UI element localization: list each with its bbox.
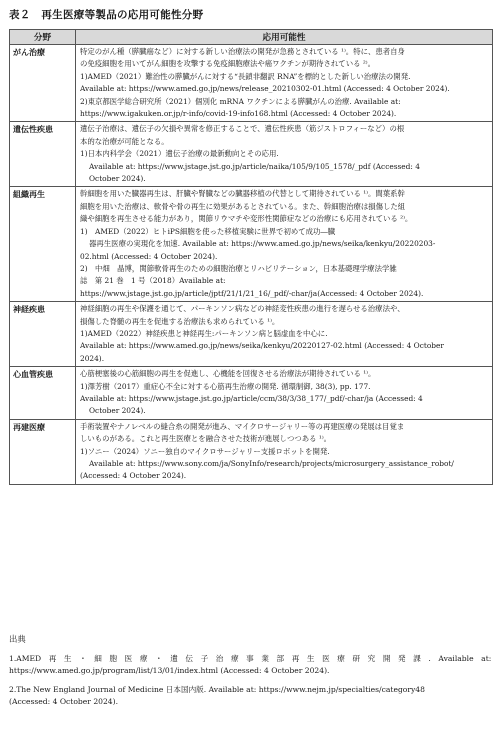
sources-section <box>9 633 492 715</box>
sources-heading: 出典 <box>9 634 26 644</box>
possibility-cell <box>76 187 493 302</box>
possibility-line: 特定のがん種（膵臓癌など）に対する新しい治療法の開発が急務とされている ¹⁾。特に、患者自身 <box>80 47 405 56</box>
table-row <box>10 367 493 420</box>
possibility-line: 手術装置やナノレベルの縫合糸の開発が進み、マイクロサージャリー等の再建医療の発展は目覚ま <box>80 421 405 431</box>
header-possibility: 応用可能性 <box>76 30 493 45</box>
header-field: 分野 <box>10 30 76 45</box>
category-cell: 遺伝性疾患 <box>10 122 76 187</box>
possibility-line: 1)澤芳樹（2017）重症心不全に対する心筋再生治療の開発. 循環制御, 38(3), pp. 177. <box>80 381 371 391</box>
source-line: (Accessed: 4 October 2024). <box>9 697 119 707</box>
source-line: 1.AMED 再 生 ・ 細 胞 医 療 ・ 遺 伝 子 治 療 事 業 部 再 生 医 療 研 究 開 発 課 . Available at: <box>9 653 492 663</box>
possibility-line: (Accessed: 4 October 2024). <box>80 471 187 481</box>
possibility-line: 誌 第 21 巻 1 号（2018）Available at: <box>80 276 226 286</box>
category-cell: 心血管疾患 <box>10 367 76 420</box>
possibility-line: https://www.jstage.jst.go.jp/article/jptf/21/1/21_16/_pdf/-char/ja(Accessed: 4 October 2024). <box>80 288 424 298</box>
possibility-line: 本的な治療が可能となる。 <box>80 136 169 146</box>
table-row <box>10 187 493 302</box>
possibility-line: https://www.igakuken.or.jp/r-info/covid-19-info168.html (Accessed: 4 October 2024). <box>80 109 397 119</box>
possibility-line: Available at: https://www.amed.go.jp/news/release_20210302-01.html (Accessed: 4 October 2024). <box>80 84 450 94</box>
possibility-line: Available at: https://www.jstage.jst.go.jp/article/naika/105/9/105_1578/_pdf (Accessed: 4 <box>89 161 420 171</box>
possibility-line: 1)AMED（2022）神経疾患と神経再生:パーキンソン病と脳虚血を中心に. <box>80 328 328 338</box>
possibility-line: 2)東京都医学総合研究所（2021）個別化 mRNA ワクチンによる膵臓がんの治療. Available at: <box>80 96 401 106</box>
table-header-row <box>10 30 493 45</box>
possibility-line: 1)ソニー（2024）ソニー独自のマイクロサージャリー支援ロボットを開発. <box>80 446 330 456</box>
possibility-line: Available at: https://www.jstage.jst.go.jp/article/ccm/38/3/38_177/_pdf/-char/ja (Accessed: 4 <box>80 393 423 403</box>
table-row <box>10 302 493 367</box>
table-title: 表２ 再生医療等製品の応用可能性分野 <box>9 9 204 21</box>
category-cell: がん治療 <box>10 45 76 122</box>
possibility-line: 織や細胞を再生させる能力があり，関節リウマチや変形性関節症などの治療にも応用されている ²⁾。 <box>80 214 413 224</box>
application-fields-table <box>9 29 493 485</box>
possibility-line: 02.html (Accessed: 4 October 2024). <box>80 251 218 261</box>
source-line: https://www.amed.go.jp/program/list/13/01/index.html (Accessed: 4 October 2024). <box>9 666 330 676</box>
table-row <box>10 419 493 484</box>
possibility-line: 1)日本内科学会（2021）遺伝子治療の最新動向とその応用. <box>80 149 279 159</box>
possibility-cell <box>76 302 493 367</box>
possibility-line: Available at: https://www.sony.com/ja/SonyInfo/research/projects/microsurgery_assistance_robot/ <box>89 459 454 468</box>
possibility-line: しいものがある。これと再生医療とを融合させた技術が進展しつつある ¹⁾。 <box>80 434 332 444</box>
possibility-line: October 2024). <box>89 174 146 184</box>
possibility-line: 2024). <box>80 353 105 363</box>
possibility-line: 神経細胞の再生や保護を通じて、パーキンソン病などの神経変性疾患の進行を遅らせる治療法や、 <box>80 304 405 314</box>
possibility-line: 1)AMED（2021）難治性の膵臓がんに対する“長鎖非翻訳 RNA”を標的とした新しい治療法の開発. <box>80 71 411 81</box>
possibility-cell <box>76 367 493 420</box>
possibility-cell <box>76 419 493 484</box>
possibility-line: 心筋梗塞後の心筋細胞の再生を促進し、心機能を回復させる治療法が期待されている ¹⁾。 <box>80 369 376 379</box>
table-row <box>10 122 493 187</box>
possibility-line: October 2024). <box>89 406 146 416</box>
category-cell: 再建医療 <box>10 419 76 484</box>
possibility-line: 2) 中畑 晶博，関節軟骨再生のための細胞治療とリハビリテーション，日本基礎理学療法学雑 <box>80 263 397 273</box>
possibility-line: 器再生医療の実現化を加速. Available at: https://www.amed.go.jp/news/seika/kenkyu/20220203- <box>89 239 436 249</box>
possibility-cell <box>76 122 493 187</box>
source-item <box>9 653 492 678</box>
possibility-line: 1) AMED（2022）ヒトiPS細胞を使った移植実験に世界で初めて成功―臓 <box>80 226 336 236</box>
category-cell: 神経疾患 <box>10 302 76 367</box>
source-item <box>9 684 492 709</box>
possibility-line: Available at: https://www.amed.go.jp/news/seika/kenkyu/20220127-02.html (Accessed: 4 October <box>80 341 444 351</box>
possibility-cell <box>76 45 493 122</box>
possibility-line: 遺伝子治療は、遺伝子の欠損や異常を修正することで、遺伝性疾患（筋ジストロフィーなど）の根 <box>80 124 405 134</box>
table-row <box>10 45 493 122</box>
category-cell: 組織再生 <box>10 187 76 302</box>
possibility-line: 細胞を用いた治療は、軟骨や骨の再生に効果があるとされている。また、幹細胞治療は損傷した組 <box>80 201 406 211</box>
possibility-line: の免疫細胞を用いてがん細胞を攻撃する免疫細胞療法や癌ワクチンが期待されている ²⁾。 <box>80 59 375 69</box>
possibility-line: 幹細胞を用いた臓器再生は、肝臓や腎臓などの臓器移植の代替として期待されている ¹⁾。間葉系幹 <box>80 189 405 199</box>
source-line: 2.The New England Journal of Medicine 日本国内版. Available at: https://www.nejm.jp/specialties/category48 <box>9 684 425 694</box>
possibility-line: 損傷した脊髄の再生を促進する治療法も求められている ¹⁾。 <box>80 316 280 326</box>
